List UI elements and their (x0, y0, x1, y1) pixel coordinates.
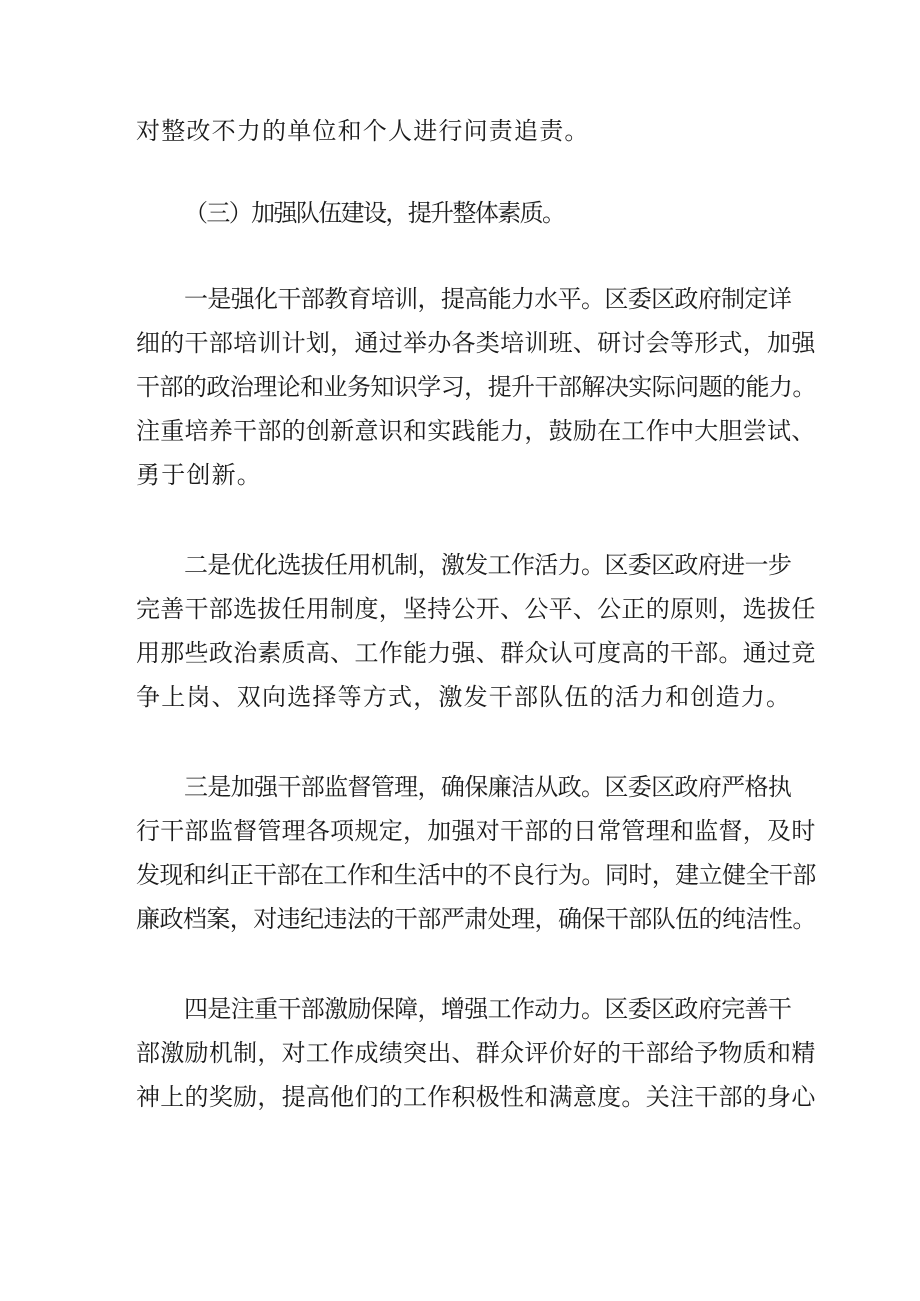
paragraph-line: 注重培养干部的创新意识和实践能力，鼓励在工作中大胆尝试、 (136, 417, 816, 445)
section-heading: （三）加强队伍建设，提升整体素质。 (184, 199, 565, 227)
paragraph-line: 三是加强干部监督管理，确保廉洁从政。区委区政府严格执 (184, 773, 792, 801)
closing-line: 对整改不力的单位和个人进行问责追责。 (136, 117, 590, 145)
paragraph-line: 廉政档案，对违纪违法的干部严肃处理，确保干部队伍的纯洁性。 (136, 905, 816, 933)
paragraph-line: 四是注重干部激励保障，增强工作动力。区委区政府完善干 (184, 995, 792, 1023)
paragraph-line: 部激励机制，对工作成绩突出、群众评价好的干部给予物质和精 (136, 1039, 816, 1067)
paragraph-line: 一是强化干部教育培训，提高能力水平。区委区政府制定详 (184, 285, 792, 313)
paragraph-line: 发现和纠正干部在工作和生活中的不良行为。同时，建立健全干部 (136, 861, 816, 889)
paragraph-line: 行干部监督管理各项规定，加强对干部的日常管理和监督，及时 (136, 817, 816, 845)
paragraph-line: 二是优化选拔任用机制，激发工作活力。区委区政府进一步 (184, 551, 792, 579)
paragraph-line: 勇于创新。 (136, 461, 262, 489)
paragraph-line: 用那些政治素质高、工作能力强、群众认可度高的干部。通过竞 (136, 639, 816, 667)
paragraph-line: 完善干部选拔任用制度，坚持公开、公平、公正的原则，选拔任 (136, 595, 816, 623)
paragraph-line: 细的干部培训计划，通过举办各类培训班、研讨会等形式，加强 (136, 329, 816, 357)
paragraph-line: 争上岗、双向选择等方式，激发干部队伍的活力和创造力。 (136, 683, 792, 711)
paragraph-line: 神上的奖励，提高他们的工作积极性和满意度。关注干部的身心 (136, 1083, 816, 1111)
paragraph-line: 干部的政治理论和业务知识学习，提升干部解决实际问题的能力。 (136, 373, 816, 401)
